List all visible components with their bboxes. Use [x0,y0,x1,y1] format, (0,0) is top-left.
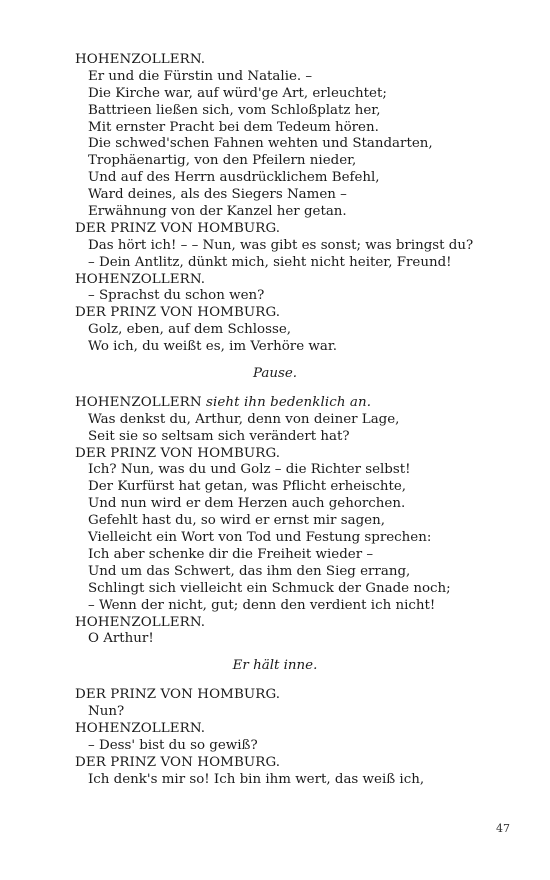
speaker-name: HOHENZOLLERN. [75,271,206,287]
verse-line: Trophäenartig, von den Pfeilern nieder, [88,153,357,169]
stage-direction: Pause. [252,366,298,382]
verse-line: Golz, eben, auf dem Schlosse, [88,322,292,338]
speaker-name: HOHENZOLLERN. [75,720,206,736]
verse-line: – Dess' bist du so gewiß? [88,737,258,753]
speaker-name: DER PRINZ VON HOMBURG. [75,445,281,461]
page-number: 47 [496,822,510,835]
speaker-name: DER PRINZ VON HOMBURG. [75,305,281,321]
speaker-name: DER PRINZ VON HOMBURG. [75,687,281,703]
verse-line: Ward deines, als des Siegers Namen – [88,187,347,203]
verse-line: Wo ich, du weißt es, im Verhöre war. [88,339,338,355]
verse-line: O Arthur! [88,631,154,647]
verse-line: Die schwed'schen Fahnen wehten und Standarten, [88,136,433,152]
verse-line: Erwähnung von der Kanzel her getan. [88,204,347,220]
speaker-name: HOHENZOLLERN [75,394,202,410]
verse-line: Seit sie so seltsam sich verändert hat? [88,428,350,444]
verse-line: – Wenn der nicht, gut; denn den verdient ich nicht! [88,597,436,613]
speaker-name: HOHENZOLLERN. [75,52,206,67]
verse-line: Nun? [88,704,125,720]
verse-line: Battrieen ließen sich, vom Schloßplatz her, [88,102,381,118]
speaker-with-direction [75,395,515,412]
verse-line: – Sprachst du schon wen? [88,288,265,304]
speaker-name: HOHENZOLLERN. [75,614,206,630]
speaker-name: DER PRINZ VON HOMBURG. [75,754,281,770]
verse-line: Und um das Schwert, das ihm den Sieg errang, [88,563,411,579]
verse-line: Und nun wird er dem Herzen auch gehorchen. [88,496,406,512]
verse-line: Er und die Fürstin und Natalie. – [88,68,313,84]
verse-line: Ich? Nun, was du und Golz – die Richter selbst! [88,462,411,478]
verse-line: Der Kurfürst hat getan, was Pflicht erheischte, [88,479,407,495]
verse-line: Gefehlt hast du, so wird er ernst mir sagen, [88,513,385,529]
verse-line: Die Kirche war, auf würd'ge Art, erleuchtet; [88,85,387,101]
verse-line: Was denkst du, Arthur, denn von deiner Lage, [88,411,400,427]
verse-line: Vielleicht ein Wort von Tod und Festung sprechen: [88,530,432,546]
verse-line: Und auf des Herrn ausdrücklichem Befehl, [88,170,380,186]
verse-line: Mit ernster Pracht bei dem Tedeum hören. [88,119,379,135]
verse-line: – Dein Antlitz, dünkt mich, sieht nicht heiter, Freund! [88,254,452,270]
play-text [75,52,515,789]
speaker-name: DER PRINZ VON HOMBURG. [75,220,281,236]
verse-line: Ich denk's mir so! Ich bin ihm wert, das weiß ich, [88,771,425,787]
verse-line: Schlingt sich vielleicht ein Schmuck der Gnade noch; [88,580,451,596]
verse-line: Ich aber schenke dir die Freiheit wieder – [88,546,374,562]
stage-direction: Er hält inne. [232,658,318,674]
inline-stage-direction: sieht ihn bedenklich an. [206,394,372,410]
verse-line: Das hört ich! – – Nun, was gibt es sonst; was bringst du? [88,237,474,253]
